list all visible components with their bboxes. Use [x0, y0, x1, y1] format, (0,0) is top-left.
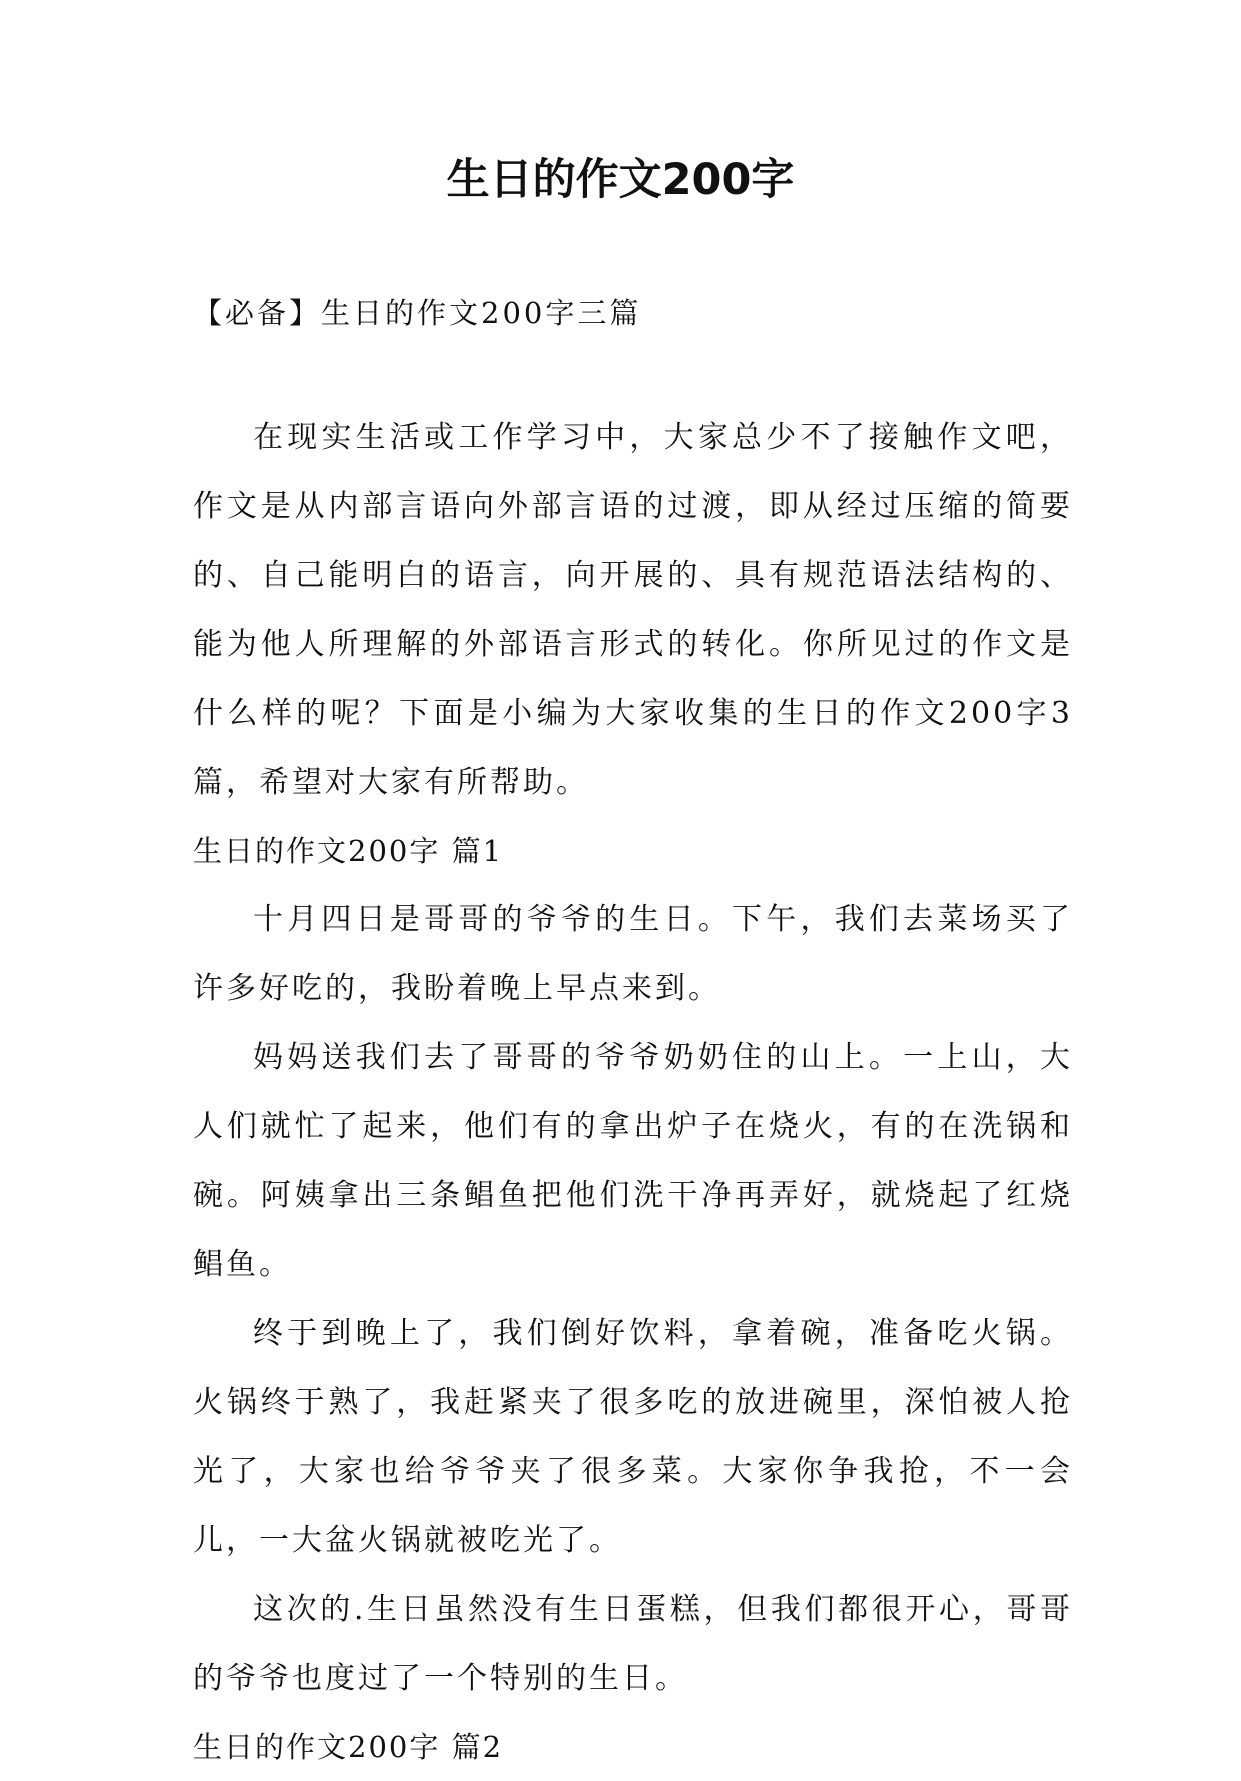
section-1-paragraph-4: 这次的.生日虽然没有生日蛋糕，但我们都很开心，哥哥的爷爷也度过了一个特别的生日。: [193, 1592, 1073, 1696]
section-heading-2: 生日的作文200字 篇2: [193, 1730, 504, 1764]
section-1-paragraph-2: 妈妈送我们去了哥哥的爷爷奶奶住的山上。一上山，大人们就忙了起来，他们有的拿出炉子在烧火，有的在洗锅和碗。阿姨拿出三条鲳鱼把他们洗干净再弄好，就烧起了红烧鲳鱼。: [193, 1040, 1073, 1282]
section-1-paragraph-1: 十月四日是哥哥的爷爷的生日。下午，我们去菜场买了许多好吃的，我盼着晚上早点来到。: [193, 902, 1073, 1006]
document-subtitle: 【必备】生日的作文200字三篇: [193, 296, 642, 330]
section-heading-1: 生日的作文200字 篇1: [193, 834, 504, 868]
document-title: 生日的作文200字: [446, 155, 795, 205]
document-body: [193, 403, 1073, 1781]
section-1-paragraph-3: 终于到晚上了，我们倒好饮料，拿着碗，准备吃火锅。火锅终于熟了，我赶紧夹了很多吃的放进碗里，深怕被人抢光了，大家也给爷爷夹了很多菜。大家你争我抢，不一会儿，一大盆火锅就被吃光了。: [193, 1316, 1073, 1558]
intro-paragraph: 在现实生活或工作学习中，大家总少不了接触作文吧，作文是从内部言语向外部言语的过渡，即从经过压缩的简要的、自己能明白的语言，向开展的、具有规范语法结构的、能为他人所理解的外部语言形式的转化。你所见过的作文是什么样的呢？下面是小编为大家收集的生日的作文200字3篇，希望对大家有所帮助。: [193, 420, 1073, 800]
